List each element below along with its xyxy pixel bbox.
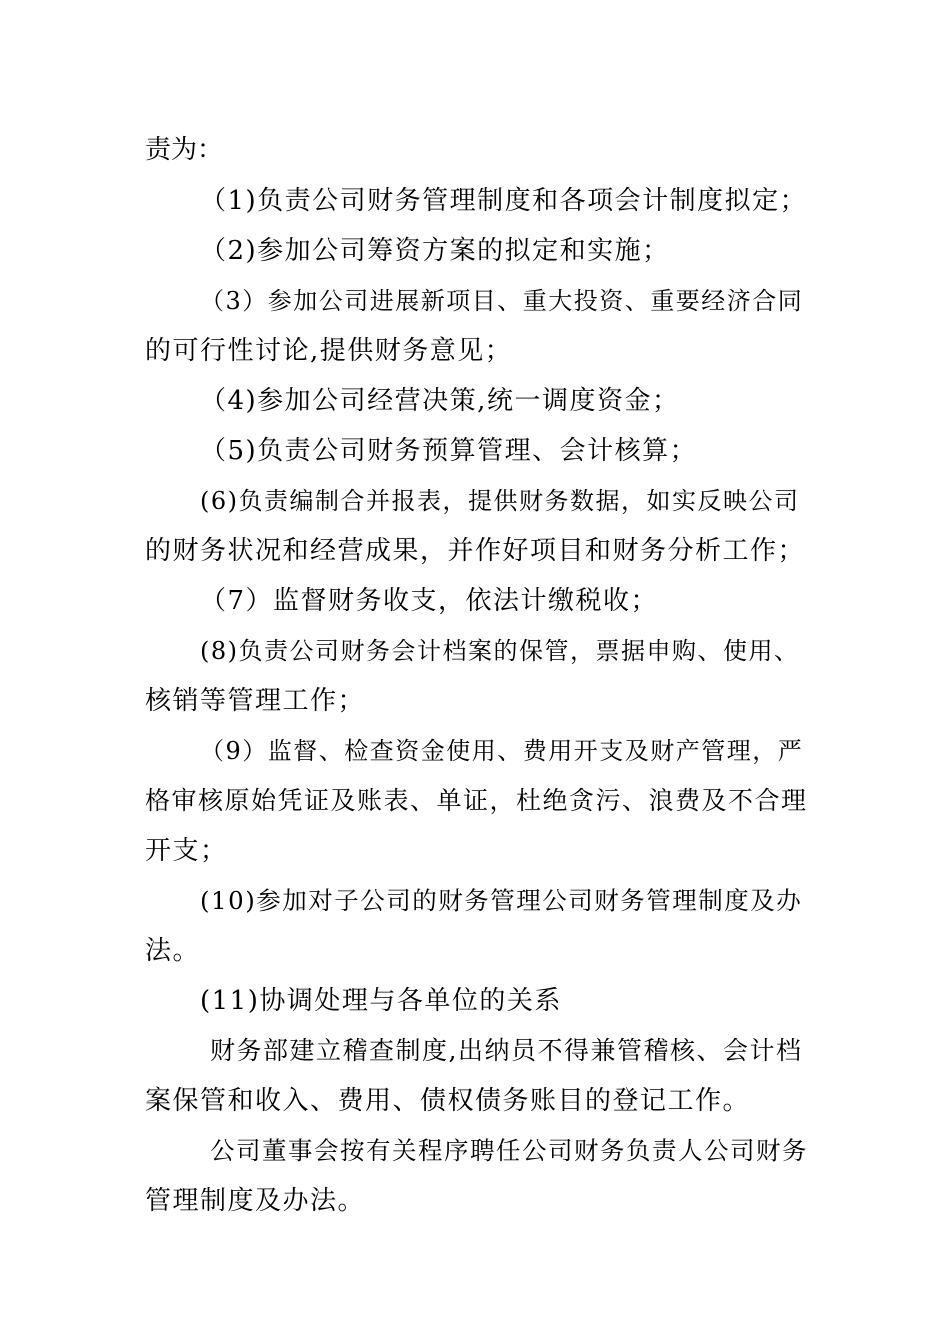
text-line: （7）监督财务收支，依法计缴税收；: [200, 586, 659, 616]
text-line: （3）参加公司进展新项目、重大投资、重要经济合同: [200, 287, 804, 315]
text-line: (6)负责编制合并报表，提供财务数据，如实反映公司: [200, 487, 800, 515]
text-line: （4)参加公司经营决策,统一调度资金；: [200, 386, 680, 416]
text-line: (8)负责公司财务会计档案的保管，票据申购、使用、: [200, 637, 800, 665]
text-line: 开支；: [145, 836, 228, 866]
text-line: (11)协调处理与各单位的关系: [200, 986, 562, 1016]
text-line: 公司董事会按有关程序聘任公司财务负责人公司财务: [210, 1136, 808, 1165]
text-line: （1)负责公司财务管理制度和各项会计制度拟定；: [200, 186, 808, 216]
text-line: （5)负责公司财务预算管理、会计核算；: [200, 436, 698, 466]
text-line: 财务部建立稽查制度,出纳员不得兼管稽核、会计档: [210, 1036, 803, 1065]
text-line: 的可行性讨论,提供财务意见；: [145, 336, 513, 366]
text-line: 法。: [145, 936, 201, 966]
text-line: 的财务状况和经营成果，并作好项目和财务分析工作；: [145, 536, 806, 566]
text-line: 格审核原始凭证及账表、单证，杜绝贪污、浪费及不合理: [145, 786, 808, 815]
text-line: 管理制度及办法。: [145, 1186, 366, 1216]
text-line: （2)参加公司筹资方案的拟定和实施；: [200, 236, 670, 266]
text-line: 核销等管理工作；: [145, 686, 366, 716]
text-line: 责为：: [145, 135, 224, 165]
text-line: (10)参加对子公司的财务管理公司财务管理制度及办: [200, 886, 803, 915]
text-line: （9）监督、检查资金使用、费用开支及财产管理，严: [200, 737, 804, 765]
text-line: 案保管和收入、费用、债权债务账目的登记工作。: [145, 1086, 751, 1116]
